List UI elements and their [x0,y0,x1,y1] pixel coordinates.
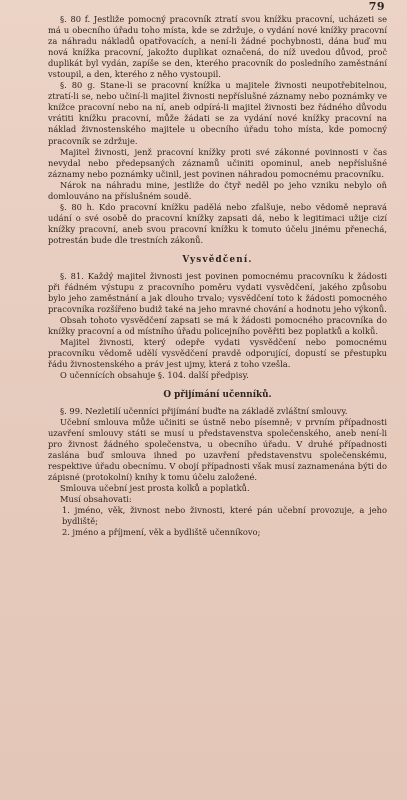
paragraph-81: §. 81. Každý majitel živnosti jest povinen pomocnému pracovníku k žádosti při řádném výstupu z pracovního poměru vydati vysvědčení, jakého způsobu bylo jeho zaměstnání a jak dlouho trvalo; vysvědčení toto k žádosti pomocného pracovníka rozšířeno budiž také na jeho mravné chování a hodnotu jeho výkonů. [48,271,387,315]
paragraph-80h: §. 80 h. Kdo pracovní knížku padělá nebo zfalšuje, nebo vědomě nepravá udání o své osobě do pracovní knížky zapsati dá, nebo k legitimaci užije cizí knížky pracovní, aneb svou pracovní knížku k tomuto účelu jinému přenechá, potrestán bude dle trestních zákonů. [48,201,387,245]
paragraph-80g-c: Nárok na náhradu mine, jestliže do čtyř neděl po jeho vzniku nebylo oň domlouváno na příslušném soudě. [48,179,387,201]
paragraph-81-c: Majitel živnosti, který odepře vydati vysvědčení nebo pomocnému pracovníku vědomě udělí vysvědčení pravdě odporující, dopustí se přestupku řádu živnostenského a práv jest ujmy, která z toho vzešla. [48,337,387,370]
list-item: 2. jméno a příjmení, věk a bydliště učenníkovo; [62,527,261,538]
paragraph-80g-b: Majitel živnosti, jenž pracovní knížky proti své zákonné povinnosti v čas nevydal nebo předepsaných záznamů učiniti opominul, aneb nepříslušné záznamy nebo poznámky učinil, jest povinen náhradou pomocnému pracovníku. [48,146,387,179]
page-number: 79 [368,0,385,13]
heading-vysvedceni: Vysvědčení. [182,254,253,265]
paragraph-80f: §. 80 f. Jestliže pomocný pracovník ztratí svou knížku pracovní, ucházeti se má u obecního úřadu toho místa, kde se zdržuje, o vydání nové knížky pracovní za náhradu nákladů opatřovacích, a není-li žádné pochybnosti, dána buď mu nová knížka pracovní, jakožto duplikat označená, do níž uvedou důvod, proč duplikát byl vydán, zapíše se den, kterého pracovník do posledního zaměstnání vstoupil, a den, kterého z něho vystoupil. [48,14,387,80]
paragraph-99-c: Smlouva učební jest prosta kolků a poplatků. [60,482,250,493]
paragraph-81-b: Obsah tohoto vysvědčení zapsati se má k žádosti pomocného pracovníka do knížky pracovní a od místního úřadu policejního pověřiti bez poplatků a kolků. [48,315,387,337]
document-body [48,14,387,538]
paragraph-99-b: Učební smlouva může učiniti se ústně nebo písemně; v prvním případnosti uzavření smlouvy státi se musí u představenstva společenského, aneb není-li pro živnost žádného společenstva, u obecního úřadu. V druhé případnosti zaslána buď smlouva ihned po uzavření představenstvu společenskému, respektive úřadu obecnímu. V obojí případnosti však musí zaznamenána býti do zápisné (protokolní) knihy k tomu účelu založené. [48,416,387,482]
paragraph-99-d: Musí obsahovati: [60,493,132,504]
list-item: 1. jméno, věk, živnost nebo živnosti, které pán učební provozuje, a jeho bydliště; [62,504,387,527]
paragraph-80g: §. 80 g. Stane-li se pracovní knížka u majitele živnosti neupotřebitelnou, ztratí-li se, nebo učiní-li majitel živnosti nepříslušné záznamy nebo poznámky ve knížce pracovní nebo na ní, aneb odpírá-li majitel živnosti bez řádného důvodu vrátiti knížku pracovní, může žádati se za vydání nové knížky pracovní na náklad živnostenského majitele u obecního úřadu toho místa, kde pomocný pracovník se zdržuje. [48,80,387,146]
paragraph-81-d: O učennících obsahuje §. 104. další předpisy. [60,370,249,381]
paragraph-99: §. 99. Nezletilí učenníci přijímání buďte na základě zvláštní smlouvy. [60,405,348,416]
heading-prijimani: O přijímání učenníků. [163,389,272,400]
